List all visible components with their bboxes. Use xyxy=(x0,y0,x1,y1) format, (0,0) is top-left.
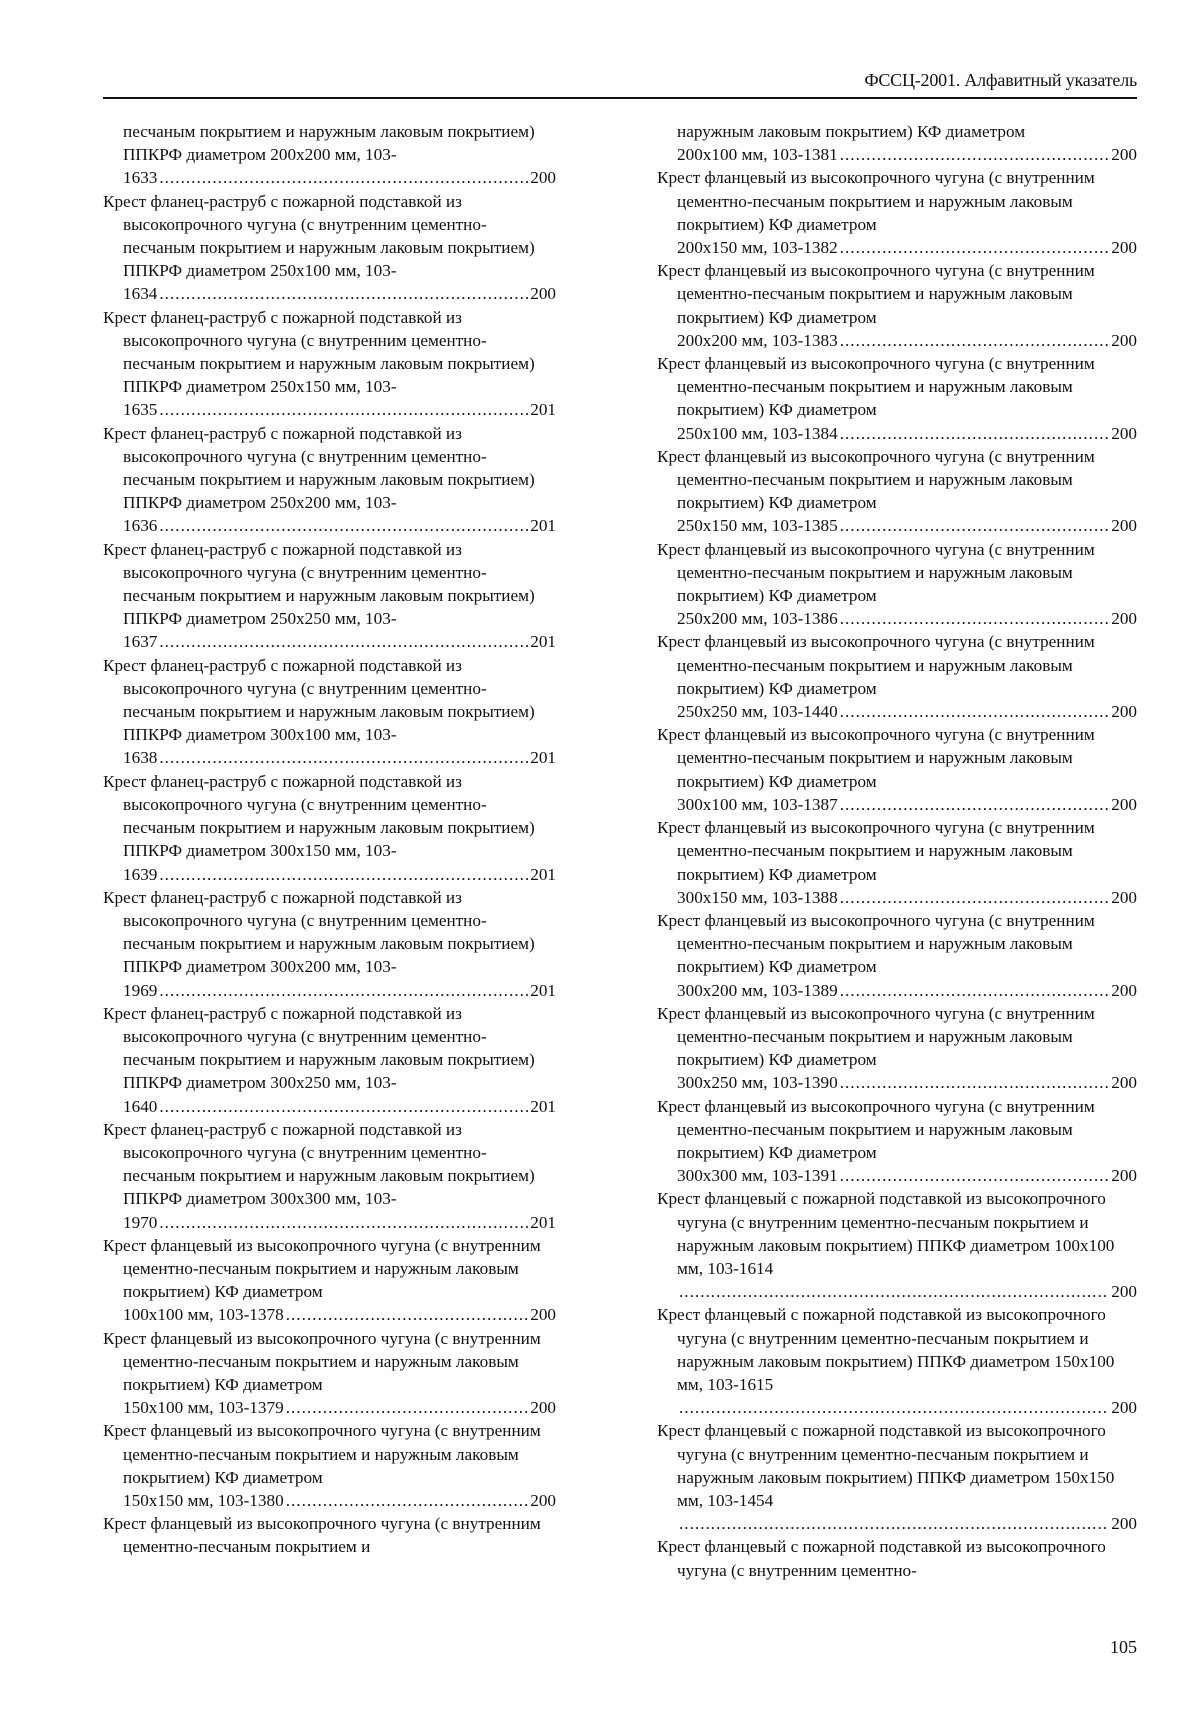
dot-leader xyxy=(286,1489,529,1512)
index-entry-text: Крест фланцевый из высокопрочного чугуна (с внутренним цементно-песчаным покрытием и наружным лаковым покрытием) КФ диаметром xyxy=(103,1328,541,1394)
index-entry xyxy=(657,1002,1137,1095)
index-entry-leader-line xyxy=(677,607,1137,630)
index-entry-text: Крест фланец-раструб с пожарной подставкой из высокопрочного чугуна (с внутренним цементно-песчаным покрытием и наружным лаковым покрытием) ППКРФ диаметром 300x150 мм, 103- xyxy=(103,771,535,861)
index-entry-page: 200 xyxy=(530,1305,556,1325)
dot-leader xyxy=(840,143,1110,166)
index-entry xyxy=(657,816,1137,909)
index-entry-code: 1970 xyxy=(123,1212,158,1232)
index-entry xyxy=(657,259,1137,352)
index-entry-leader-line xyxy=(123,282,556,305)
index-entry xyxy=(657,1419,1137,1535)
index-entry-page: 200 xyxy=(530,1398,556,1418)
index-entry-leader-line xyxy=(123,979,556,1002)
index-entry xyxy=(103,120,556,190)
index-entry-leader-line xyxy=(677,422,1137,445)
index-entry-code: 200x200 мм, 103-1383 xyxy=(677,330,838,350)
index-entry-text: Крест фланцевый из высокопрочного чугуна (с внутренним цементно-песчаным покрытием и наружным лаковым покрытием) КФ диаметром xyxy=(657,354,1095,420)
index-entry-page: 200 xyxy=(1111,1282,1137,1302)
index-entry-leader-line xyxy=(123,863,556,886)
index-entry-code: 300x150 мм, 103-1388 xyxy=(677,887,838,907)
index-entry xyxy=(103,422,556,538)
dot-leader xyxy=(159,630,528,653)
index-entry-leader-line xyxy=(677,886,1137,909)
index-entry xyxy=(103,190,556,306)
index-entry xyxy=(103,1327,556,1420)
index-entry xyxy=(103,306,556,422)
header-title: ФССЦ-2001. Алфавитный указатель xyxy=(864,70,1137,90)
dot-leader xyxy=(840,607,1110,630)
index-entry-page: 200 xyxy=(1111,980,1137,1000)
index-entry xyxy=(657,1303,1137,1419)
index-entry-page: 201 xyxy=(530,632,556,652)
index-entry xyxy=(657,909,1137,1002)
index-entry-page: 200 xyxy=(1111,1398,1137,1418)
index-entry-leader-line xyxy=(677,979,1137,1002)
index-entry xyxy=(657,630,1137,723)
index-entry xyxy=(103,1002,556,1118)
dot-leader xyxy=(159,1211,528,1234)
dot-leader xyxy=(840,1071,1110,1094)
index-entry-text: Крест фланец-раструб с пожарной подставкой из высокопрочного чугуна (с внутренним цементно-песчаным покрытием и наружным лаковым покрытием) ППКРФ диаметром 300x300 мм, 103- xyxy=(103,1119,535,1209)
dot-leader xyxy=(840,514,1110,537)
index-entry-page: 201 xyxy=(530,864,556,884)
index-entry-text: Крест фланцевый из высокопрочного чугуна (с внутренним цементно-песчаным покрытием и наружным лаковым покрытием) КФ диаметром xyxy=(657,725,1095,791)
index-entry-page: 200 xyxy=(530,1490,556,1510)
index-entry-text: Крест фланец-раструб с пожарной подставкой из высокопрочного чугуна (с внутренним цементно-песчаным покрытием и наружным лаковым покрытием) ППКРФ диаметром 250x200 мм, 103- xyxy=(103,423,535,513)
index-entry-page: 200 xyxy=(1111,887,1137,907)
index-entry-leader-line xyxy=(677,143,1137,166)
index-entry-text: Крест фланцевый из высокопрочного чугуна (с внутренним цементно-песчаным покрытием и наружным лаковым покрытием) КФ диаметром xyxy=(657,168,1095,234)
index-entry xyxy=(103,770,556,886)
index-entry-page: 201 xyxy=(530,748,556,768)
index-entry-leader-line xyxy=(677,1396,1137,1419)
index-entry xyxy=(657,1187,1137,1303)
dot-leader xyxy=(840,329,1110,352)
index-entry-code: 1969 xyxy=(123,980,158,1000)
dot-leader xyxy=(840,886,1110,909)
index-entry-leader-line xyxy=(123,1211,556,1234)
dot-leader xyxy=(840,1164,1110,1187)
dot-leader xyxy=(840,700,1110,723)
index-entry-leader-line xyxy=(123,1303,556,1326)
index-entry-page: 200 xyxy=(1111,423,1137,443)
index-entry-text: Крест фланец-раструб с пожарной подставкой из высокопрочного чугуна (с внутренним цементно-песчаным покрытием и наружным лаковым покрытием) ППКРФ диаметром 250x150 мм, 103- xyxy=(103,307,535,397)
index-entry-leader-line xyxy=(123,1489,556,1512)
index-entry-text: Крест фланцевый из высокопрочного чугуна (с внутренним цементно-песчаным покрытием и наружным лаковым покрытием) КФ диаметром xyxy=(103,1421,541,1487)
index-entry-page: 200 xyxy=(1111,238,1137,258)
index-entry-leader-line xyxy=(677,1071,1137,1094)
index-entry-page: 201 xyxy=(530,1212,556,1232)
index-entry-text: Крест фланец-раструб с пожарной подставкой из высокопрочного чугуна (с внутренним цементно-песчаным покрытием и наружным лаковым покрытием) ППКРФ диаметром 300x200 мм, 103- xyxy=(103,887,535,977)
dot-leader xyxy=(286,1303,529,1326)
index-entry-text: Крест фланцевый из высокопрочного чугуна (с внутренним цементно-песчаным покрытием и наружным лаковым покрытием) КФ диаметром xyxy=(657,1003,1095,1070)
index-entry xyxy=(657,120,1137,166)
index-entry-page: 200 xyxy=(1111,1166,1137,1186)
index-entry-code: 1637 xyxy=(123,632,158,652)
index-column-right xyxy=(657,120,1137,1582)
index-entry-page: 200 xyxy=(1111,794,1137,814)
running-header xyxy=(103,66,1137,99)
index-entry-page: 201 xyxy=(530,1096,556,1116)
index-entry-page: 200 xyxy=(1111,516,1137,536)
index-entry-text: Крест фланцевый с пожарной подставкой из высокопрочного чугуна (с внутренним цементно-песчаным покрытием и наружным лаковым покрытием) ППКФ диаметром 100x100 мм, 103-1614 xyxy=(657,1189,1115,1278)
index-entry-leader-line xyxy=(123,1396,556,1419)
index-entry xyxy=(657,538,1137,631)
index-entry-page: 200 xyxy=(1111,1514,1137,1534)
index-entry xyxy=(657,166,1137,259)
index-entry-leader-line xyxy=(677,700,1137,723)
index-entry-text: Крест фланец-раструб с пожарной подставкой из высокопрочного чугуна (с внутренним цементно-песчаным покрытием и наружным лаковым покрытием) ППКРФ диаметром 250x250 мм, 103- xyxy=(103,539,535,629)
index-entry-leader-line xyxy=(677,236,1137,259)
dot-leader xyxy=(159,282,528,305)
index-entry-code: 250x100 мм, 103-1384 xyxy=(677,423,838,443)
index-entry xyxy=(103,1419,556,1512)
index-entry-code: 1634 xyxy=(123,284,158,304)
dot-leader xyxy=(159,863,528,886)
index-entry-leader-line xyxy=(123,514,556,537)
index-entry-page: 200 xyxy=(1111,330,1137,350)
index-column-left xyxy=(103,120,556,1559)
index-entry-page: 200 xyxy=(530,168,556,188)
index-entry-leader-line xyxy=(677,1164,1137,1187)
index-entry xyxy=(657,1095,1137,1188)
dot-leader xyxy=(159,746,528,769)
dot-leader xyxy=(840,422,1110,445)
index-entry xyxy=(103,538,556,654)
index-entry-code: 300x250 мм, 103-1390 xyxy=(677,1073,838,1093)
index-entry-code: 100x100 мм, 103-1378 xyxy=(123,1305,284,1325)
index-entry-text: Крест фланцевый из высокопрочного чугуна (с внутренним цементно-песчаным покрытием и наружным лаковым покрытием) КФ диаметром xyxy=(657,261,1095,327)
index-entry-text: Крест фланцевый из высокопрочного чугуна (с внутренним цементно-песчаным покрытием и наружным лаковым покрытием) КФ диаметром xyxy=(657,632,1095,698)
index-entry-code: 1633 xyxy=(123,168,158,188)
index-entry-page: 200 xyxy=(1111,1073,1137,1093)
index-entry-code: 250x200 мм, 103-1386 xyxy=(677,609,838,629)
index-entry xyxy=(103,654,556,770)
index-entry xyxy=(657,1535,1137,1581)
dot-leader xyxy=(840,793,1110,816)
dot-leader xyxy=(679,1396,1109,1419)
index-entry-text: Крест фланцевый с пожарной подставкой из высокопрочного чугуна (с внутренним цементно-песчаным покрытием и наружным лаковым покрытием) ППКФ диаметром 150x150 мм, 103-1454 xyxy=(657,1421,1115,1510)
index-entry-code: 200x150 мм, 103-1382 xyxy=(677,238,838,258)
dot-leader xyxy=(286,1396,529,1419)
index-entry-code: 1638 xyxy=(123,748,158,768)
index-entry-page: 200 xyxy=(530,284,556,304)
index-entry-code: 300x300 мм, 103-1391 xyxy=(677,1166,838,1186)
index-entry-leader-line xyxy=(123,398,556,421)
index-entry-code: 200x100 мм, 103-1381 xyxy=(677,145,838,165)
index-entry-code: 300x100 мм, 103-1387 xyxy=(677,794,838,814)
index-entry-leader-line xyxy=(677,793,1137,816)
dot-leader xyxy=(679,1280,1109,1303)
index-entry xyxy=(103,1118,556,1234)
index-entry xyxy=(103,886,556,1002)
dot-leader xyxy=(159,979,528,1002)
index-entry-text: Крест фланцевый с пожарной подставкой из высокопрочного чугуна (с внутренним цементно- xyxy=(657,1537,1106,1580)
dot-leader xyxy=(159,398,528,421)
index-entry-code: 1636 xyxy=(123,516,158,536)
index-entry-text: Крест фланцевый из высокопрочного чугуна (с внутренним цементно-песчаным покрытием и наружным лаковым покрытием) КФ диаметром xyxy=(657,539,1095,606)
dot-leader xyxy=(840,979,1110,1002)
index-entry-code: 1635 xyxy=(123,400,158,420)
dot-leader xyxy=(159,166,528,189)
index-entry-leader-line xyxy=(677,1512,1137,1535)
index-entry-leader-line xyxy=(123,166,556,189)
dot-leader xyxy=(159,514,528,537)
page-number: 105 xyxy=(1110,1637,1137,1657)
index-entry-leader-line xyxy=(123,1095,556,1118)
index-entry-leader-line xyxy=(677,1280,1137,1303)
index-entry-page: 201 xyxy=(530,980,556,1000)
index-entry-text: Крест фланец-раструб с пожарной подставкой из высокопрочного чугуна (с внутренним цементно-песчаным покрытием и наружным лаковым покрытием) ППКРФ диаметром 300x250 мм, 103- xyxy=(103,1003,535,1093)
index-entry-page: 200 xyxy=(1111,702,1137,722)
index-entry-text: наружным лаковым покрытием) КФ диаметром xyxy=(677,122,1026,141)
index-entry-text: Крест фланцевый из высокопрочного чугуна (с внутренним цементно-песчаным покрытием и наружным лаковым покрытием) КФ диаметром xyxy=(103,1235,541,1302)
index-entry-text: Крест фланец-раструб с пожарной подставкой из высокопрочного чугуна (с внутренним цементно-песчаным покрытием и наружным лаковым покрытием) ППКРФ диаметром 250x100 мм, 103- xyxy=(103,191,535,281)
index-entry-leader-line xyxy=(677,329,1137,352)
index-entry-leader-line xyxy=(677,514,1137,537)
dot-leader xyxy=(159,1095,528,1118)
index-entry xyxy=(103,1234,556,1327)
index-entry-page: 201 xyxy=(530,516,556,536)
index-entry-page: 200 xyxy=(1111,145,1137,165)
index-entry-text: Крест фланцевый из высокопрочного чугуна (с внутренним цементно-песчаным покрытием и наружным лаковым покрытием) КФ диаметром xyxy=(657,1096,1095,1162)
index-entry-text: Крест фланцевый из высокопрочного чугуна (с внутренним цементно-песчаным покрытием и наружным лаковым покрытием) КФ диаметром xyxy=(657,446,1095,513)
index-entry-code: 250x150 мм, 103-1385 xyxy=(677,516,838,536)
index-entry-code: 300x200 мм, 103-1389 xyxy=(677,980,838,1000)
index-entry-text: Крест фланцевый с пожарной подставкой из высокопрочного чугуна (с внутренним цементно-песчаным покрытием и наружным лаковым покрытием) ППКФ диаметром 150x100 мм, 103-1615 xyxy=(657,1305,1115,1394)
index-entry-text: Крест фланцевый из высокопрочного чугуна (с внутренним цементно-песчаным покрытием и xyxy=(103,1514,541,1557)
index-entry-code: 1640 xyxy=(123,1096,158,1116)
index-entry-code: 1639 xyxy=(123,864,158,884)
index-entry-leader-line xyxy=(123,630,556,653)
dot-leader xyxy=(679,1512,1109,1535)
dot-leader xyxy=(840,236,1110,259)
index-entry-text: песчаным покрытием и наружным лаковым покрытием) ППКРФ диаметром 200x200 мм, 103- xyxy=(123,122,535,165)
index-entry-code: 150x150 мм, 103-1380 xyxy=(123,1490,284,1510)
index-entry-page: 201 xyxy=(530,400,556,420)
index-entry-code: 250x250 мм, 103-1440 xyxy=(677,702,838,722)
index-entry xyxy=(657,352,1137,445)
index-entry-text: Крест фланцевый из высокопрочного чугуна (с внутренним цементно-песчаным покрытием и наружным лаковым покрытием) КФ диаметром xyxy=(657,818,1095,884)
index-entry-leader-line xyxy=(123,746,556,769)
index-entry-text: Крест фланцевый из высокопрочного чугуна (с внутренним цементно-песчаным покрытием и наружным лаковым покрытием) КФ диаметром xyxy=(657,910,1095,977)
index-entry-text: Крест фланец-раструб с пожарной подставкой из высокопрочного чугуна (с внутренним цементно-песчаным покрытием и наружным лаковым покрытием) ППКРФ диаметром 300x100 мм, 103- xyxy=(103,655,535,745)
index-entry xyxy=(103,1512,556,1558)
index-entry xyxy=(657,445,1137,538)
index-entry xyxy=(657,723,1137,816)
index-entry-page: 200 xyxy=(1111,609,1137,629)
index-entry-code: 150x100 мм, 103-1379 xyxy=(123,1398,284,1418)
